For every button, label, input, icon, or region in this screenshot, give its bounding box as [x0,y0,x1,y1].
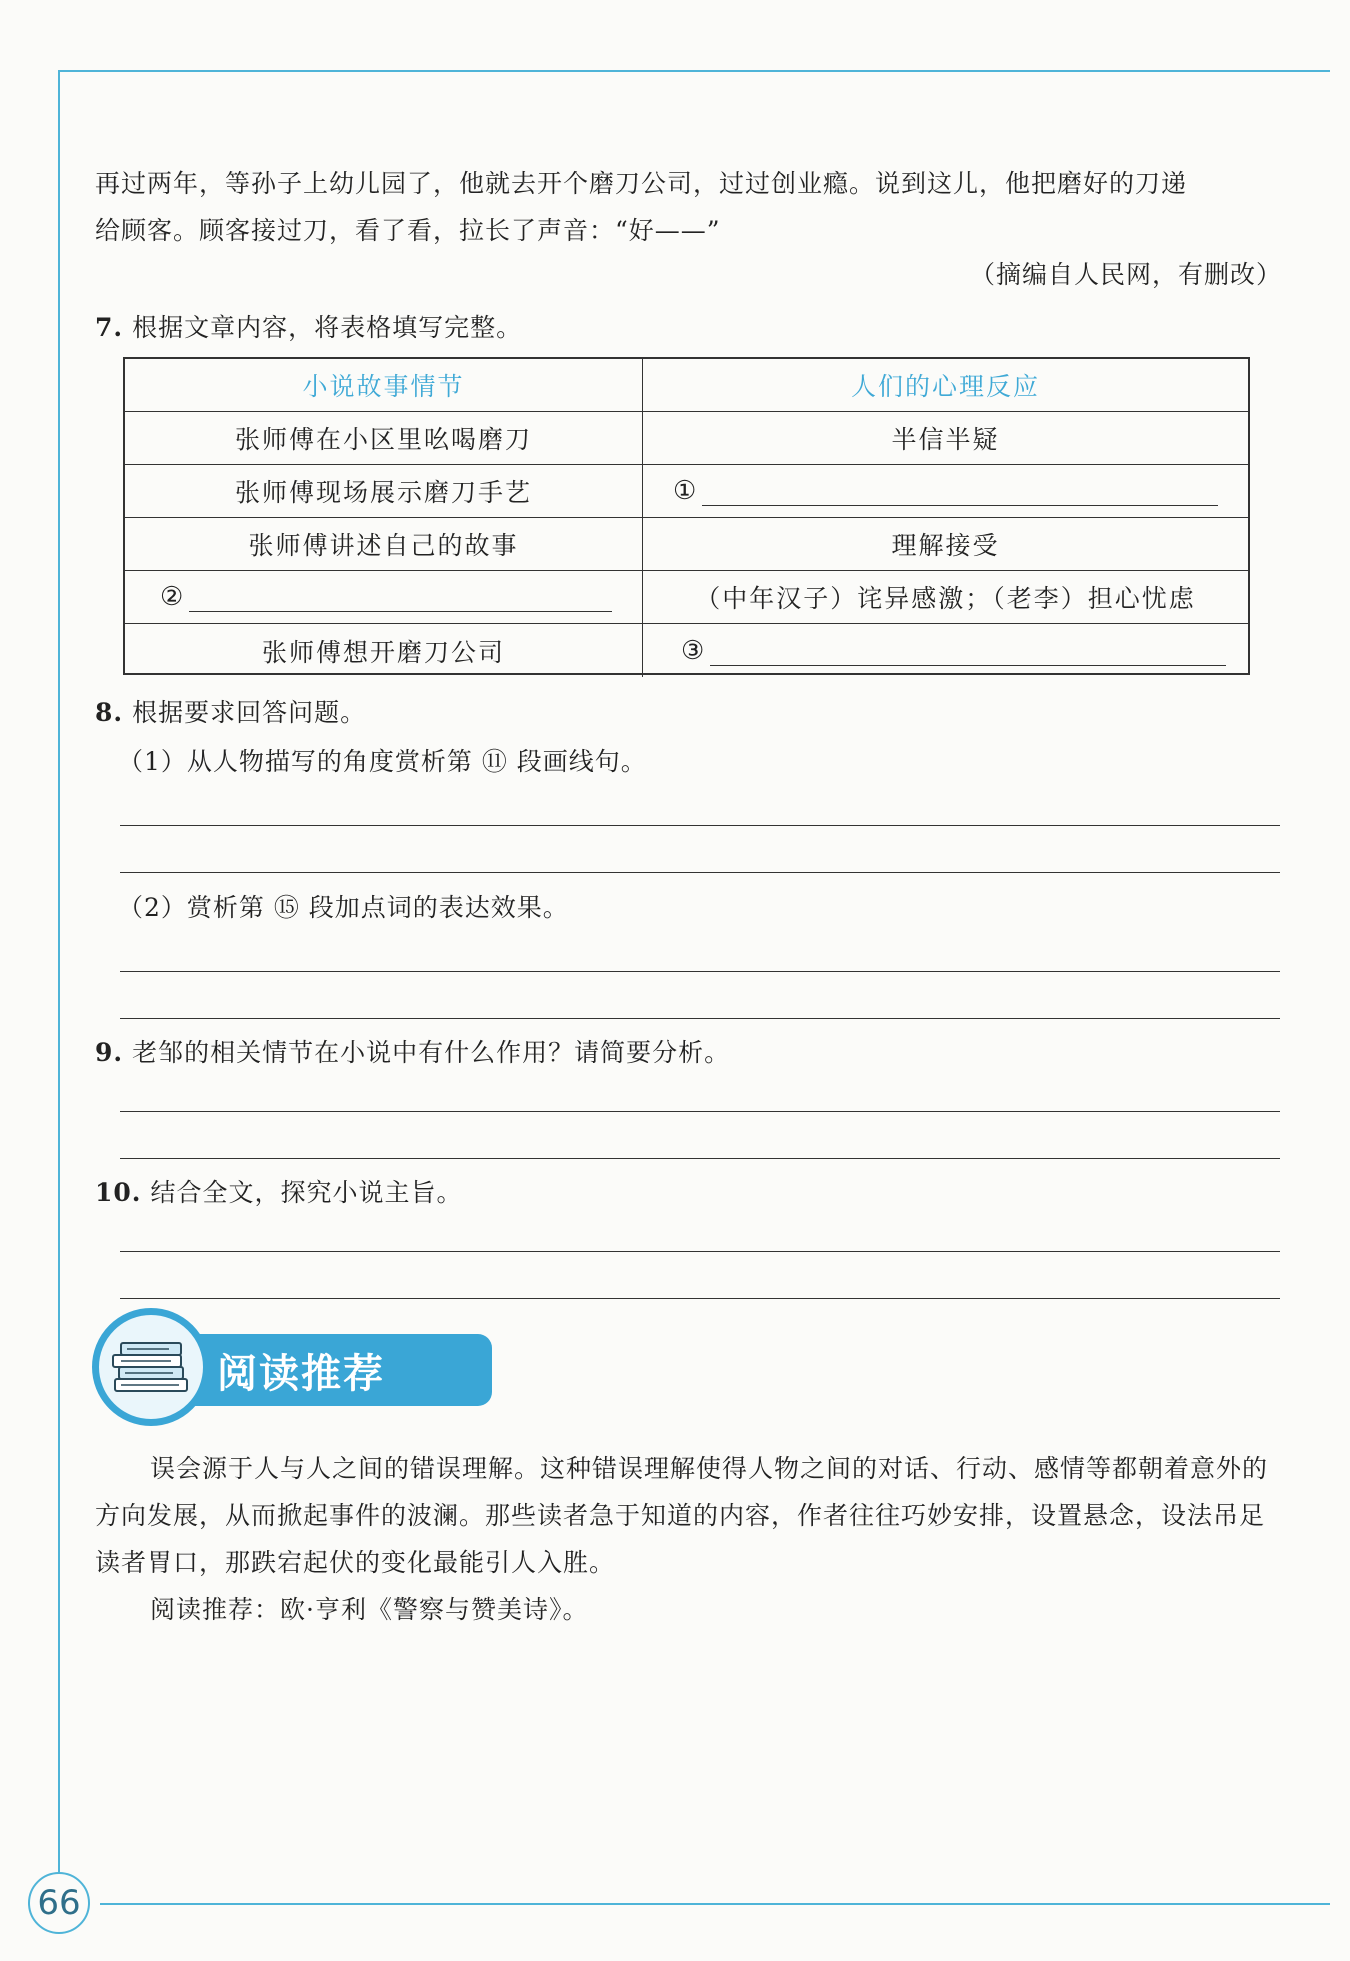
recommend-body: 误会源于人与人之间的错误理解。这种错误理解使得人物之间的对话、行动、感情等都朝着意外的方向发展，从而掀起事件的波澜。那些读者急于知道的内容，作者往往巧妙安排，设置悬念，设法吊足读者胃口，那跌宕起伏的变化最能引人入胜。 [95,1454,1269,1577]
blank-marker: ① [673,476,699,506]
answer-blank[interactable] [189,583,612,612]
badge-title: 阅读推荐 [217,1351,385,1397]
plot-cell: 张师傅在小区里吆喝磨刀 [125,412,643,464]
table-row [125,624,1248,677]
answer-line[interactable] [120,1111,1280,1112]
plot-cell [125,571,643,623]
answer-line[interactable] [120,872,1280,873]
answer-line[interactable] [120,825,1280,826]
table-row [125,571,1248,624]
reading-recommendation-badge [92,1308,412,1432]
question-8 [95,693,366,729]
story-line-2: 给顾客。顾客接过刀，看了看，拉长了声音：“好——” [95,216,721,245]
answer-line[interactable] [120,1018,1280,1019]
question-number: 8. [95,698,124,727]
page-frame-bottom [100,1903,1330,1905]
question-text: 老邹的相关情节在小说中有什么作用？请简要分析。 [132,1038,731,1067]
blank-marker: ③ [681,635,707,666]
sub-question-1: （1）从人物描写的角度赏析第 ⑪ 段画线句。 [118,747,647,776]
story-line-1: 再过两年，等孙子上幼儿园了，他就去开个磨刀公司，过过创业瘾。说到这儿，他把磨好的刀递 [95,169,1188,198]
plot-cell: 张师傅讲述自己的故事 [125,518,643,570]
question-number: 10. [95,1178,142,1207]
question-text: 根据文章内容，将表格填写完整。 [132,313,523,342]
answer-line[interactable] [120,1158,1280,1159]
plot-cell: 张师傅现场展示磨刀手艺 [125,465,643,517]
question-text: 根据要求回答问题。 [132,698,367,727]
answer-line[interactable] [120,1251,1280,1252]
answer-table [123,357,1250,675]
page-frame-top [58,70,1330,72]
question-number: 7. [95,313,124,342]
question-9 [95,1033,730,1069]
answer-line[interactable] [120,1298,1280,1299]
table-row [125,412,1248,465]
table-row [125,518,1248,571]
answer-line[interactable] [120,971,1280,972]
header-plot: 小说故事情节 [125,359,643,411]
source-note: （摘编自人民网，有删改） [969,260,1282,289]
blank-marker: ② [160,582,186,612]
answer-blank[interactable] [710,637,1226,666]
question-text: 结合全文，探究小说主旨。 [150,1178,463,1207]
header-reaction: 人们的心理反应 [850,372,1040,401]
recommend-book: 阅读推荐：欧·亨利《警察与赞美诗》。 [150,1595,589,1624]
books-icon [92,1308,210,1426]
plot-cell: 张师傅想开磨刀公司 [125,624,643,677]
table-header-row [125,359,1248,412]
reaction-cell [643,465,1248,517]
page-number: 66 [28,1872,90,1934]
question-number: 9. [95,1038,124,1067]
reaction-cell: 半信半疑 [891,425,1000,454]
answer-blank[interactable] [702,477,1218,506]
reaction-cell [643,624,1248,677]
page-frame-left [58,70,60,1880]
table-row [125,465,1248,518]
sub-question-2: （2）赏析第 ⑮ 段加点词的表达效果。 [118,893,569,922]
question-10 [95,1173,462,1209]
question-7 [95,308,522,344]
reaction-cell: 理解接受 [891,531,1000,560]
reaction-cell: （中年汉子）诧异感激；（老李）担心忧虑 [695,584,1196,613]
